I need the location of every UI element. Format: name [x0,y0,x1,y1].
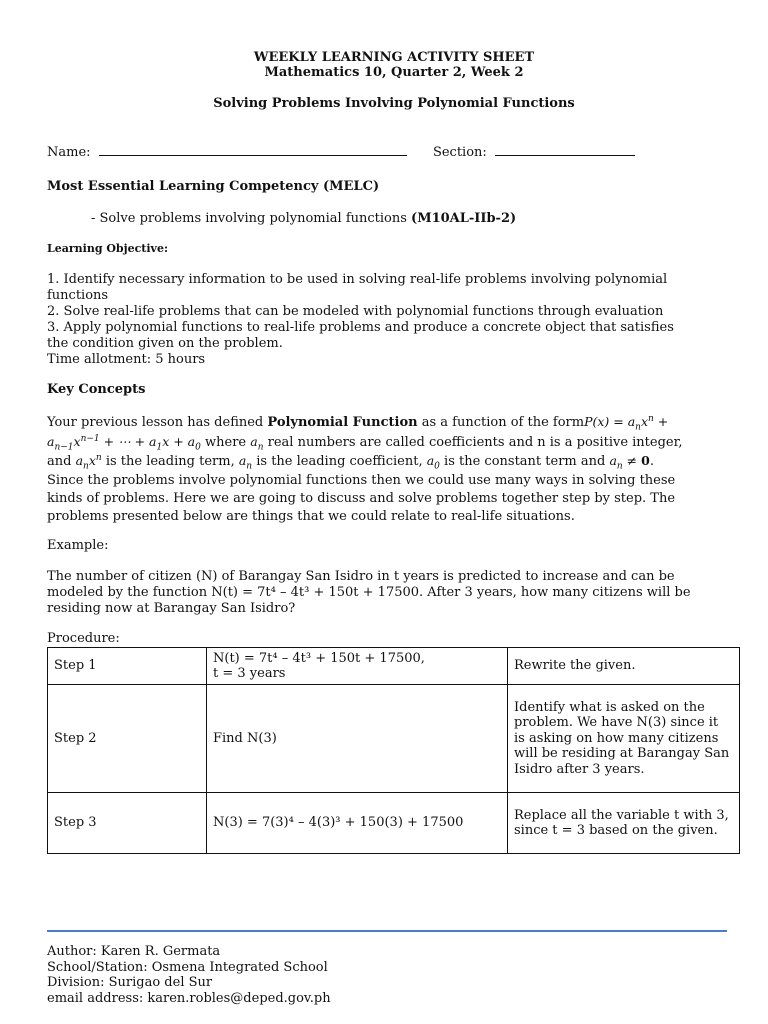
key-concepts-heading: Key Concepts [47,382,146,397]
formula-part-1: $P(x) = a_nx^n$ + [584,413,669,433]
table-row [48,648,740,685]
note-cell: Replace all the variable t with 3, since t = 3 based on the given. [508,793,740,854]
concept-line-3 [47,452,741,472]
concept-text: Your previous lesson has defined [47,415,268,430]
concept-term: Polynomial Function [267,415,418,430]
melc-item-text: - Solve problems involving polynomial functions [91,211,412,226]
coefficient-symbol: $a_n$ [250,433,264,452]
concept-text: is the leading term, [101,454,239,469]
concept-line-5: kinds of problems. Here we are going to discuss and solve problems together step by step. The [47,490,676,506]
concept-text: as a function of the form [417,415,585,430]
key-concepts-body [47,413,741,526]
time-allotment: Time allotment: 5 hours [47,352,206,367]
footer-divider [47,930,727,932]
procedure-table [47,647,740,854]
note-cell: Rewrite the given. [508,648,740,685]
note-cell: Identify what is asked on the problem. We have N(3) since it is asking on how many citizens will be residing at Barangay San Isidro after 3 years. [508,685,740,793]
concept-text: where [200,434,251,450]
step-cell: Step 3 [48,793,207,854]
section-field[interactable] [495,143,635,156]
objective-3a: 3. Apply polynomial functions to real-life problems and produce a concrete object that satisfies [47,320,674,335]
example-line-3: residing now at Barangay San Isidro? [47,601,296,616]
author-division: Division: Surigao del Sur [47,975,213,990]
concept-line-6: problems presented below are things that we could relate to real-life situations. [47,508,575,524]
concept-line-1 [47,413,741,433]
concept-line-4: Since the problems involve polynomial functions then we could use many ways in solving these [47,472,676,488]
concept-text: real numbers are called coefficients and n is a positive integer, [263,434,683,450]
work-cell: N(t) = 7t⁴ – 4t³ + 150t + 17500, t = 3 years [207,648,508,685]
leading-term-symbol: $a_nx^n$ [75,452,102,472]
objective-1a: 1. Identify necessary information to be used in solving real-life problems involving polynomial [47,272,668,287]
formula-part-2: $a_{n-1}x^{n-1}$ + ⋯ + $a_1x + a_0$ [47,433,201,452]
constant-term-symbol: $a_0$ [426,453,440,472]
melc-code: (M10AL-IIb-2) [411,211,517,226]
table-row [48,685,740,793]
name-section-row [47,143,741,161]
table-row [48,793,740,854]
subject-line: Mathematics 10, Quarter 2, Week 2 [264,65,524,80]
lesson-title: Solving Problems Involving Polynomial Functions [213,96,575,111]
example-line-2: modeled by the function N(t) = 7t⁴ – 4t³ + 150t + 17500. After 3 years, how many citizens will be [47,585,691,600]
concept-text: is the constant term and [439,454,610,469]
name-label: Name: [47,145,91,160]
work-cell: N(3) = 7(3)⁴ – 4(3)³ + 150(3) + 17500 [207,793,508,854]
example-label: Example: [47,538,109,553]
objective-2: 2. Solve real-life problems that can be modeled with polynomial functions through evaluation [47,304,664,319]
leading-coefficient-symbol: $a_n$ [238,453,253,472]
name-field[interactable] [99,143,407,156]
concept-text: is the leading coefficient, [252,454,427,469]
concept-line-2 [47,433,741,453]
author-info [47,944,331,1006]
objective-list [47,272,741,368]
author-school: School/Station: Osmena Integrated School [47,959,328,975]
example-problem [47,569,741,617]
objective-1b: functions [47,288,109,303]
concept-text: . [649,454,654,469]
example-line-1: The number of citizen (N) of Barangay San Isidro in t years is predicted to increase and can be [47,569,675,584]
author-email: email address: karen.robles@deped.gov.ph [47,990,331,1006]
concept-text: and [47,454,76,469]
section-label: Section: [432,145,487,160]
melc-item [91,211,516,227]
melc-heading: Most Essential Learning Competency (MELC) [47,179,380,194]
objective-heading: Learning Objective: [47,242,169,255]
procedure-label: Procedure: [47,631,120,646]
step-cell: Step 2 [48,685,207,793]
objective-3b: the condition given on the problem. [47,336,283,351]
nonzero-condition: $a_n \ne 0$ [609,453,650,472]
author-name: Author: Karen R. Germata [47,944,221,959]
work-cell: Find N(3) [207,685,508,793]
sheet-title: WEEKLY LEARNING ACTIVITY SHEET [253,50,535,65]
step-cell: Step 1 [48,648,207,685]
